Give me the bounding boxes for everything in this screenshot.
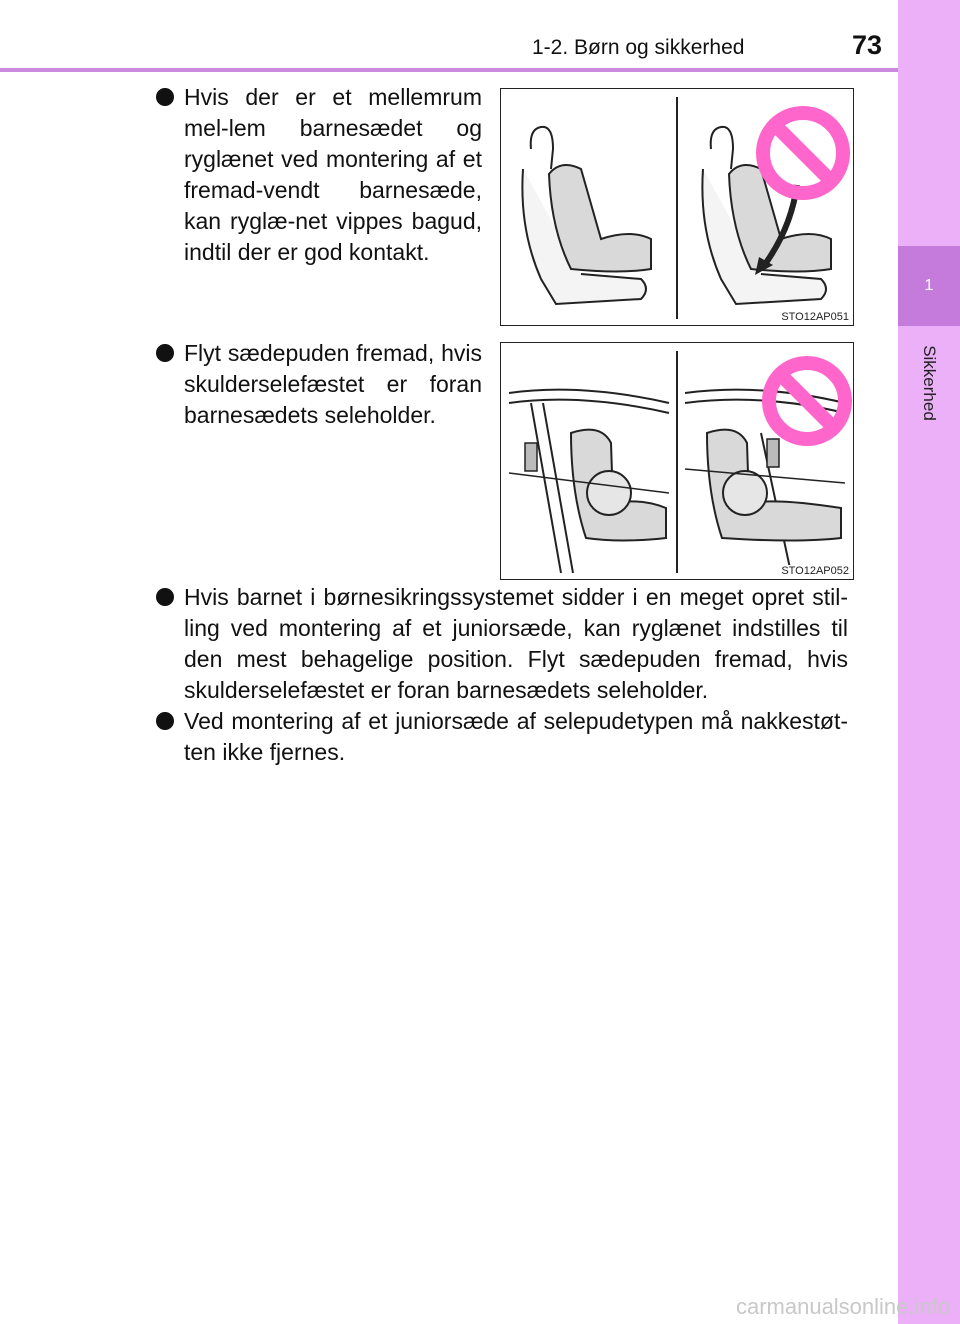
bullet-text: Hvis barnet i børnesikringssystemet sidder i en meget opret stil-ling ved montering af et juniorsæde, kan ryglænet indstilles til den mest behagelige position. Flyt sædepuden fremad, hvis skulderselefæstet er foran barnesædets seleholder. — [184, 584, 848, 703]
page-number: 73 — [852, 30, 883, 60]
bullet-dot-icon — [156, 344, 174, 362]
figure-seatback-gap — [500, 88, 854, 326]
bullet-item — [184, 338, 482, 431]
bullet-item — [184, 582, 848, 706]
header-rule — [0, 68, 898, 72]
chapter-label-tab — [898, 338, 960, 428]
bullet-text: Flyt sædepuden fremad, hvis skulderselefæstet er foran barnesædets seleholder. — [184, 340, 482, 428]
chapter-label: Sikkerhed — [920, 345, 940, 421]
chapter-number: 1 — [924, 277, 934, 294]
figure-seat-cushion-forward — [500, 342, 854, 580]
bullet-dot-icon — [156, 88, 174, 106]
figure-code: STO12AP052 — [781, 565, 849, 577]
section-title: 1-2. Børn og sikkerhed — [532, 36, 745, 59]
bullet-text: Hvis der er et mellemrum mel-lem barnesædet og ryglænet ved montering af et fremad-vendt barnesæde, kan ryglæ-net vippes bagud, indtil der er god kontakt. — [184, 84, 482, 265]
side-tab-strip — [898, 0, 960, 1324]
seat-illustration — [501, 89, 853, 325]
bullet-text: Ved montering af et juniorsæde af selepudetypen må nakkestøt-ten ikke fjernes. — [184, 708, 848, 765]
watermark: carmanualsonline.info — [735, 1294, 950, 1319]
bullet-item — [184, 706, 848, 768]
bullet-dot-icon — [156, 712, 174, 730]
figure-code: STO12AP051 — [781, 311, 849, 323]
booster-illustration — [501, 343, 853, 579]
chapter-tab[interactable] — [898, 246, 960, 326]
bullet-dot-icon — [156, 588, 174, 606]
bullet-item — [184, 82, 482, 268]
